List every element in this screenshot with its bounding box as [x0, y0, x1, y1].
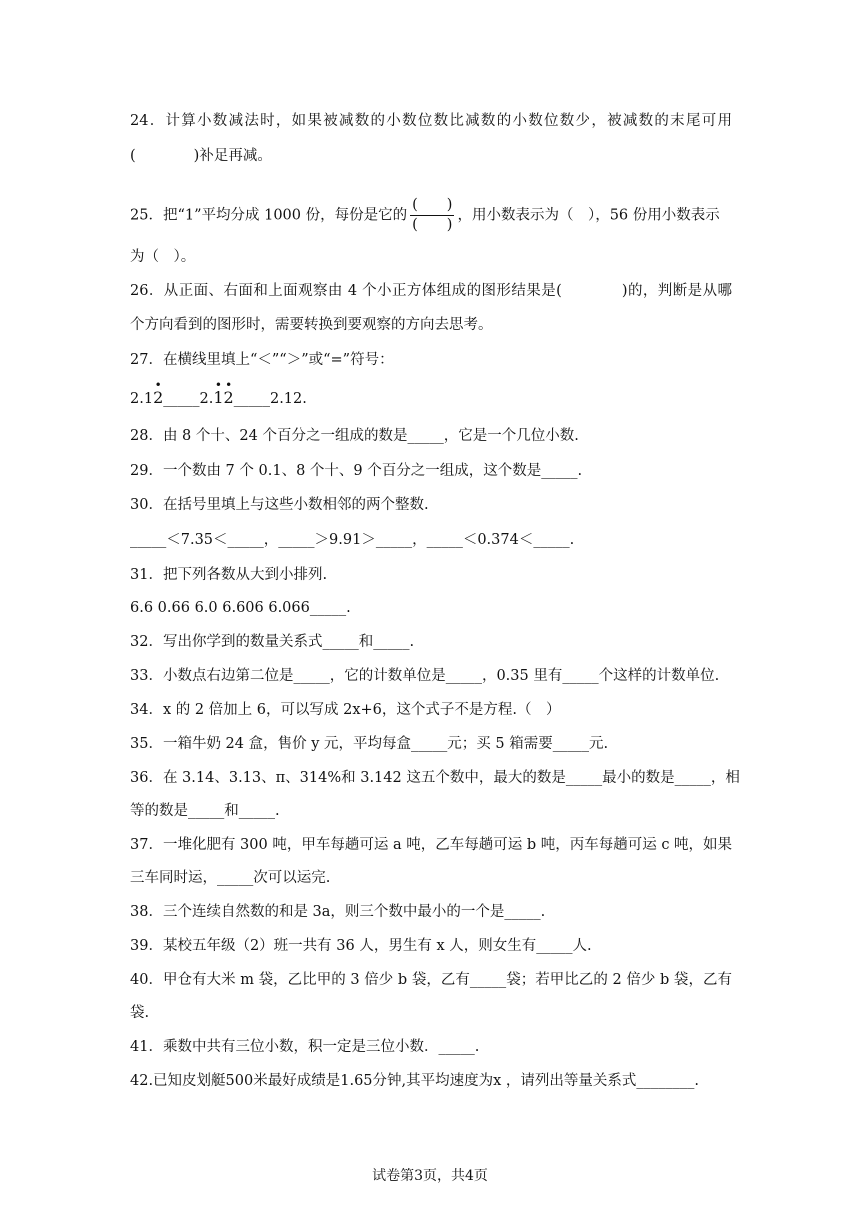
number-text: _____2.	[163, 391, 214, 407]
question-25-text-a: 25．把“1”平均分成 1000 份，每份是它的	[130, 207, 408, 224]
fraction-denominator: ( )	[412, 217, 453, 233]
question-25-line-2: 为（ ）。	[130, 249, 196, 265]
question-37-line-1: 37．一堆化肥有 300 吨，甲车每趟可运 a 吨，乙车每趟可运 b 吨，丙车每趟可运 c 吨，如果	[130, 837, 733, 853]
number-text: 2.1	[130, 391, 154, 407]
question-39: 39．某校五年级（2）班一共有 36 人，男生有 x 人，则女生有_____人.	[130, 938, 592, 954]
question-35: 35．一箱牛奶 24 盒，售价 y 元，平均每盒_____元；买 5 箱需要_____元.	[130, 736, 609, 752]
question-41: 41．乘数中共有三位小数，积一定是三位小数．_____.	[130, 1039, 480, 1055]
question-26-line-1: 26．从正面、右面和上面观察由 4 个小正方体组成的图形结果是( )的，判断是从哪	[130, 283, 732, 299]
number-text: _____2.12.	[233, 391, 307, 407]
repeat-dot: •	[214, 378, 222, 392]
question-32: 32．写出你学到的数量关系式_____和_____.	[130, 634, 415, 650]
repeat-dot: •	[154, 378, 162, 392]
question-40-line-2: 袋.	[130, 1005, 150, 1021]
question-36-line-2: 等的数是_____和_____.	[130, 803, 280, 819]
fraction	[410, 196, 454, 235]
question-30-line-1: 30．在括号里填上与这些小数相邻的两个整数.	[130, 497, 429, 513]
question-24-line-2: ( )补足再减。	[130, 148, 272, 164]
question-31-line-1: 31．把下列各数从大到小排列.	[130, 567, 328, 583]
repeat-dot: •	[225, 378, 233, 392]
question-26-line-2: 个方向看到的图形时，需要转换到要观察的方向去思考。	[130, 317, 493, 333]
repeating-digit: • 2	[153, 378, 164, 407]
question-40-line-1: 40．甲仓有大米 m 袋，乙比甲的 3 倍少 b 袋，乙有_____袋；若甲比乙的 2 倍少 b 袋，乙有	[130, 972, 732, 988]
question-25-text-b: ，用小数表示为（ ），56 份用小数表示	[457, 207, 720, 224]
question-27-line-2	[130, 378, 307, 409]
repeating-digit: • 2	[223, 378, 234, 407]
question-42: 42.已知皮划艇500米最好成绩是1.65分钟,其平均速度为x ，请列出等量关系式________.	[130, 1073, 700, 1089]
question-36-line-1: 36．在 3.14、3.13、π、314%和 3.142 这五个数中，最大的数是_____最小的数是_____，相	[130, 770, 740, 786]
question-33: 33．小数点右边第二位是_____，它的计数单位是_____，0.35 里有_____个这样的计数单位.	[130, 668, 720, 684]
question-31-line-2: 6.6 0.66 6.0 6.606 6.066_____.	[130, 600, 351, 616]
question-27-line-1: 27．在横线里填上“＜”“＞”或“=”符号：	[130, 352, 394, 368]
question-34: 34．x 的 2 倍加上 6，可以写成 2x+6，这个式子不是方程.（ ）	[130, 702, 561, 718]
question-30-line-2: _____＜7.35＜_____，_____＞9.91＞_____，_____＜0.374＜_____.	[130, 532, 575, 548]
repeating-digit: • 1	[213, 378, 224, 407]
fraction-numerator: ( )	[410, 196, 454, 216]
question-24-line-1: 24．计算小数减法时，如果被减数的小数位数比减数的小数位数少，被减数的末尾可用	[130, 113, 732, 129]
question-38: 38．三个连续自然数的和是 3a，则三个数中最小的一个是_____.	[130, 904, 546, 920]
question-37-line-2: 三车同时运，_____次可以运完.	[130, 870, 331, 886]
question-28: 28．由 8 个十、24 个百分之一组成的数是_____，它是一个几位小数.	[130, 428, 579, 444]
page-footer: 试卷第3页，共4页	[372, 1168, 488, 1184]
question-25-line-1	[130, 196, 720, 235]
question-29: 29．一个数由 7 个 0.1、8 个十、9 个百分之一组成，这个数是_____.	[130, 463, 583, 479]
